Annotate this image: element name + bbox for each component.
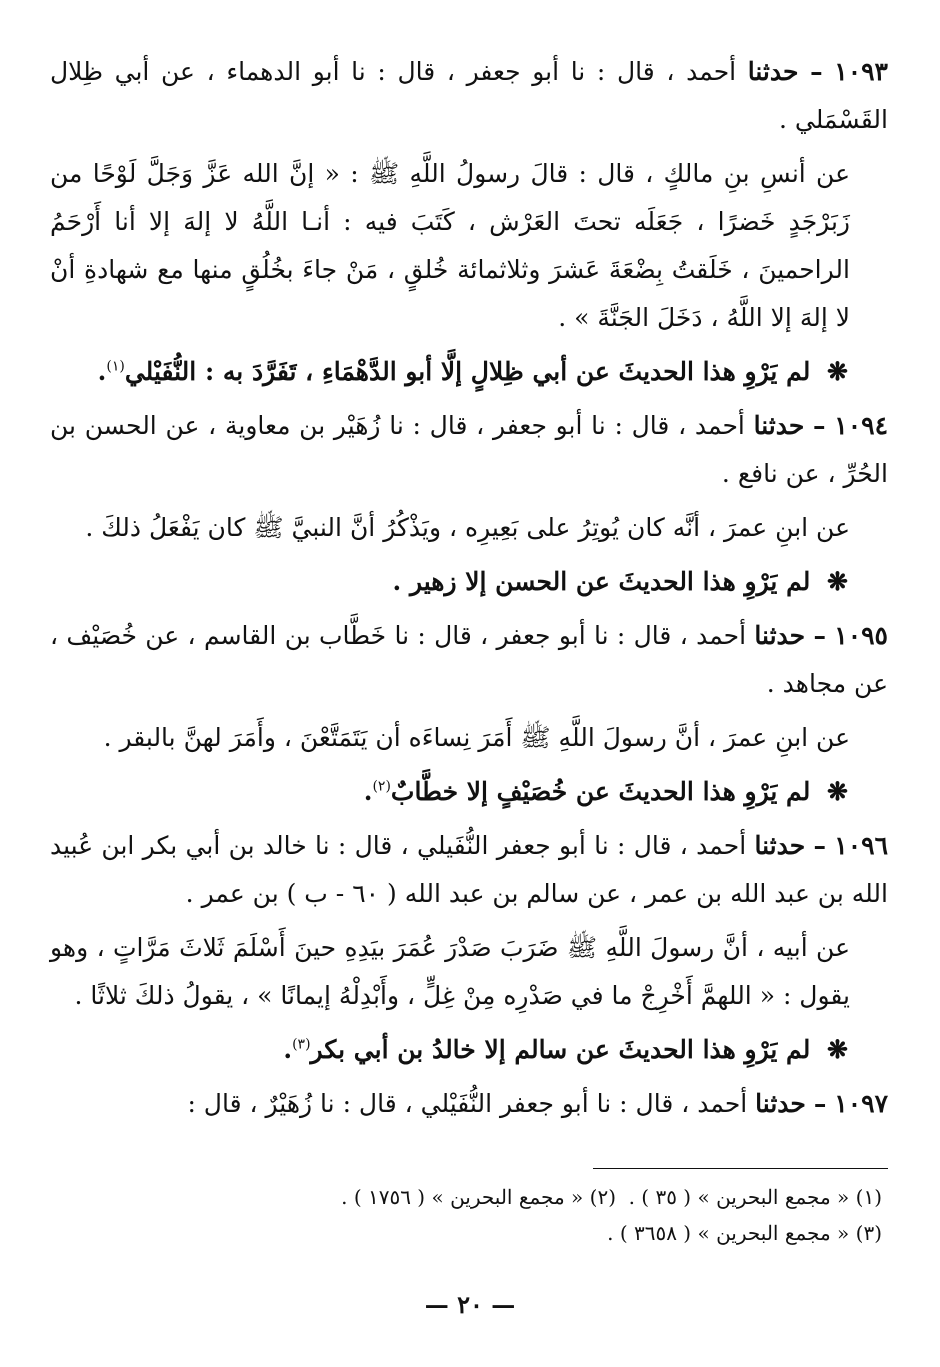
- page-body: [50, 48, 888, 1134]
- star-icon: ❋: [827, 567, 848, 596]
- note-text: لم يَرْوِ هذا الحديثَ عن الحسن إلا زهير .: [392, 567, 811, 596]
- note-text: لم يَرْوِ هذا الحديثَ عن خُصَيْفٍ إلا خطَّابٌ: [390, 777, 811, 806]
- page-number: — ٢٠ —: [424, 1290, 516, 1319]
- hadith-1094-isnad: [50, 402, 888, 498]
- footnote-ref: (١): [106, 358, 125, 375]
- footnote-row-2: [50, 1215, 888, 1251]
- hadith-1093-note: ❋ لم يَرْوِ هذا الحديثَ عن أبي ظِلالٍ إلَّا أبو الدَّهْمَاءِ ، تَفَرَّدَ به : النُّفَيْلي$^{(١)}$.: [97, 357, 848, 386]
- hadith-1095-matn: عن ابنِ عمرَ ، أنَّ رسولَ اللَّهِ ﷺ أَمَرَ نِساءَه أن يَتَمَتَّعْنَ ، وأَمَرَ لهنَّ بالبقر .: [103, 723, 850, 752]
- star-icon: ❋: [827, 1035, 848, 1064]
- dash: –: [813, 411, 826, 440]
- hadith-1093-matn: عن أنسِ بنِ مالكٍ ، قال : قالَ رسولُ اللَّهِ ﷺ : « إنَّ الله عَزَّ وَجَلَّ لَوْحًا من زَبَرْجَدٍ خَضرًا ، جَعَلَه تحتَ العَرْش ، كَتَبَ فيه : أنـا اللَّهُ لا إلهَ إلا أنا أَرْحَمُ الراحمينَ ، خَلَقتُ بِضْعَةَ عَشرَ وثلاثمائة خُلقٍ ، مَنْ جاءَ بخُلُقٍ منها مع شهادةِ أنْ لا إلهَ إلا اللَّهُ ، دَخَلَ الجَنَّةَ » .: [50, 159, 850, 332]
- note-text: لم يَرْوِ هذا الحديثَ عن سالم إلا خالدُ بن أبي بكر: [310, 1035, 811, 1064]
- hadith-header: حدثنا: [755, 1089, 806, 1118]
- hadith-header: حدثنا: [753, 411, 805, 440]
- isnad-text: أحمد ، قال : نا أبو جعفر ، قال : نا زُهَيْر بن معاوية ، عن الحسن بن الحُرِّ ، عن نافع .: [50, 411, 888, 488]
- star-icon: ❋: [827, 777, 848, 806]
- hadith-header: حدثنا: [754, 831, 806, 860]
- hadith-1094-note: [50, 558, 888, 606]
- isnad-text: أحمد ، قال : نا أبو جعفر النُّفَيْلي ، قال : نا زُهَيْرٌ ، قال :: [187, 1089, 748, 1118]
- hadith-1096-isnad: [50, 822, 888, 918]
- footnote-2: (٢) « مجمع البحرين » ( ١٧٥٦ ) .: [341, 1185, 616, 1209]
- hadith-1097-isnad: [50, 1080, 888, 1128]
- hadith-header: حدثنا: [754, 621, 806, 650]
- hadith-header: حدثنا: [747, 57, 799, 86]
- hadith-1096-note: ❋ لم يَرْوِ هذا الحديثَ عن سالم إلا خالدُ بن أبي بكر$^{(٣)}$.: [283, 1035, 848, 1064]
- isnad-text: أحمد ، قال : نا أبو جعفر النُّفَيلي ، قال : نا خالد بن أبي بكر ابن عُبيد الله بن عبد الله بن عمر ، عن سالم بن عبد الله ( ٦٠ - ب ) بن عمر .: [50, 831, 888, 908]
- hadith-1093-isnad: [50, 48, 888, 144]
- hadith-1094-matn: عن ابنِ عمرَ ، أنَّه كان يُوتِرُ على بَعِيرِه ، ويَذْكُرُ أنَّ النبيَّ ﷺ كان يَفْعَلُ ذلكَ .: [85, 513, 850, 542]
- hadith-number: ١٠٩٦: [834, 831, 888, 860]
- footnotes: [50, 1168, 888, 1251]
- footnote-ref: (٣): [292, 1036, 311, 1053]
- hadith-number: ١٠٩٣: [834, 57, 888, 86]
- hadith-number: ١٠٩٤: [834, 411, 888, 440]
- isnad-text: أحمد ، قال : نا أبو جعفر ، قال : نا أبو الدهماء ، عن أبي ظِلال القَسْمَلي .: [50, 57, 888, 134]
- footnote-row-1: [50, 1179, 888, 1215]
- footnote-rule: [593, 1168, 888, 1169]
- footnote-1: (١) « مجمع البحرين » ( ٣٥ ) .: [628, 1185, 882, 1209]
- dash: –: [813, 1089, 827, 1118]
- footnote-ref: (٢): [372, 778, 391, 795]
- star-icon: ❋: [827, 357, 848, 386]
- hadith-1096-matn: عن أبيه ، أنَّ رسولَ اللَّهِ ﷺ ضَرَبَ صَدْرَ عُمَرَ بيَدِهِ حينَ أَسْلَمَ ثَلاثَ مَرَّاتٍ ، وهو يقول : « اللهمَّ أَخْرِجْ ما في صَدْرِه مِنْ غِلٍّ ، وأَبْدِلْهُ إيمانًا » ، يقولُ ذلكَ ثلاثًا .: [50, 933, 850, 1010]
- hadith-number: ١٠٩٥: [834, 621, 888, 650]
- hadith-1095-note: ❋ لم يَرْوِ هذا الحديثَ عن خُصَيْفٍ إلا خطَّابٌ$^{(٢)}$.: [363, 777, 848, 806]
- isnad-text: أحمد ، قال : نا أبو جعفر ، قال : نا خَطَّاب بن القاسم ، عن خُصَيْف ، عن مجاهد .: [50, 621, 888, 698]
- hadith-1095-isnad: [50, 612, 888, 708]
- note-text: لم يَرْوِ هذا الحديثَ عن أبي ظِلالٍ إلَّا أبو الدَّهْمَاءِ ، تَفَرَّدَ به : النُّفَيْلي: [124, 357, 811, 386]
- hadith-number: ١٠٩٧: [834, 1089, 888, 1118]
- dash: –: [810, 57, 823, 86]
- dash: –: [813, 621, 826, 650]
- footnote-3: (٣) « مجمع البحرين » ( ٣٦٥٨ ) .: [607, 1221, 882, 1245]
- dash: –: [813, 831, 826, 860]
